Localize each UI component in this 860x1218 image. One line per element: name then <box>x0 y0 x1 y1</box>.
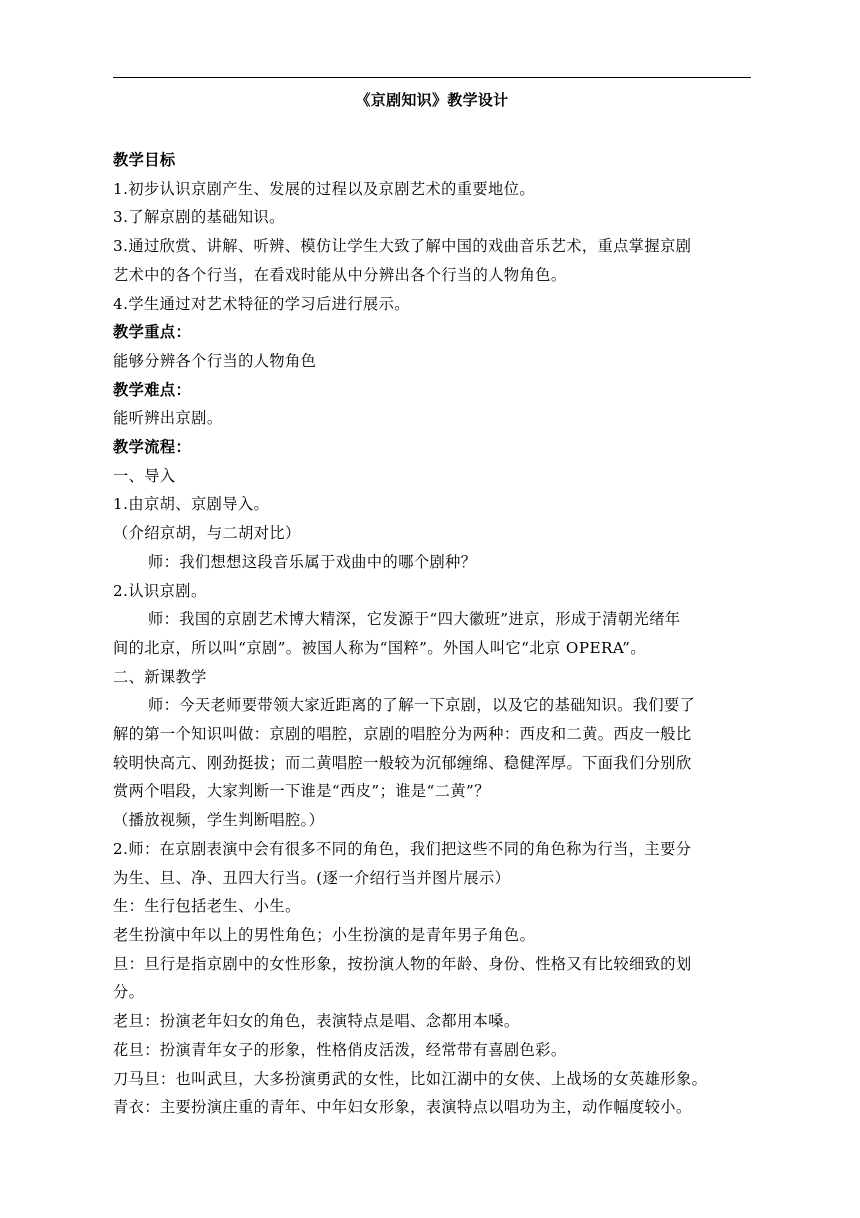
paragraph-line: （介绍京胡，与二胡对比） <box>113 524 301 543</box>
document-title: 《京剧知识》教学设计 <box>355 91 509 109</box>
paragraph-line: 一、导入 <box>113 466 176 485</box>
section-heading: 教学流程： <box>113 438 192 457</box>
paragraph-line: 1.由京胡、京剧导入。 <box>113 495 270 514</box>
paragraph-line: 1.初步认识京剧产生、发展的过程以及京剧艺术的重要地位。 <box>113 179 535 198</box>
paragraph-line: 为生、旦、净、丑四大行当。(逐一介绍行当并图片展示） <box>113 868 511 887</box>
document-body <box>113 146 755 1122</box>
paragraph-line: 生：生行包括老生、小生。 <box>113 897 301 916</box>
paragraph-line: 二、新课教学 <box>113 667 207 686</box>
paragraph-line: 2.师：在京剧表演中会有很多不同的角色，我们把这些不同的角色称为行当，主要分 <box>113 839 692 858</box>
header-rule <box>113 77 751 78</box>
paragraph-line: 分。 <box>113 983 145 1002</box>
paragraph-line: 3.了解京剧的基础知识。 <box>113 208 285 227</box>
paragraph-line: 老旦：扮演老年妇女的角色，表演特点是唱、念都用本嗓。 <box>113 1012 520 1031</box>
paragraph-line: 师：我们想想这段音乐属于戏曲中的哪个剧种？ <box>148 552 477 571</box>
paragraph-line: 艺术中的各个行当，在看戏时能从中分辨出各个行当的人物角色。 <box>113 265 567 284</box>
paragraph-line: 解的第一个知识叫做：京剧的唱腔，京剧的唱腔分为两种：西皮和二黄。西皮一般比 <box>113 725 692 744</box>
paragraph-line: 能听辨出京剧。 <box>113 409 223 428</box>
paragraph-line: （播放视频，学生判断唱腔。） <box>113 811 325 830</box>
paragraph-line: 刀马旦：也叫武旦，大多扮演勇武的女性，比如江湖中的女侠、上战场的女英雄形象。 <box>113 1069 708 1088</box>
paragraph-line: 花旦：扮演青年女子的形象，性格俏皮活泼，经常带有喜剧色彩。 <box>113 1040 567 1059</box>
section-heading: 教学目标 <box>113 151 176 169</box>
paragraph-line: 师：我国的京剧艺术博大精深，它发源于“四大徽班”进京，形成于清朝光绪年 <box>148 610 681 629</box>
paragraph-line: 青衣：主要扮演庄重的青年、中年妇女形象，表演特点以唱功为主，动作幅度较小。 <box>113 1098 692 1117</box>
paragraph-line: 赏两个唱段，大家判断一下谁是“西皮”；谁是“二黄”？ <box>113 782 490 801</box>
section-heading: 教学难点： <box>113 380 192 399</box>
paragraph-line: 3.通过欣赏、讲解、听辨、模仿让学生大致了解中国的戏曲音乐艺术，重点掌握京剧 <box>113 237 692 256</box>
paragraph-line: 2.认识京剧。 <box>113 581 207 600</box>
paragraph-line: 能够分辨各个行当的人物角色 <box>113 351 317 370</box>
paragraph-line: 旦：旦行是指京剧中的女性形象，按扮演人物的年龄、身份、性格又有比较细致的划 <box>113 954 692 973</box>
paragraph-line: 间的北京，所以叫“京剧”。被国人称为“国粹”。外国人叫它“北京 OPERA”。 <box>113 638 646 657</box>
paragraph-line: 4.学生通过对艺术特征的学习后进行展示。 <box>113 294 410 313</box>
section-heading: 教学重点： <box>113 323 192 342</box>
paragraph-line: 老生扮演中年以上的男性角色；小生扮演的是青年男子角色。 <box>113 925 536 944</box>
paragraph-line: 师：今天老师要带领大家近距离的了解一下京剧，以及它的基础知识。我们要了 <box>148 696 696 715</box>
paragraph-line: 较明快高亢、刚劲挺拔；而二黄唱腔一般较为沉郁缠绵、稳健浑厚。下面我们分别欣 <box>113 753 692 772</box>
